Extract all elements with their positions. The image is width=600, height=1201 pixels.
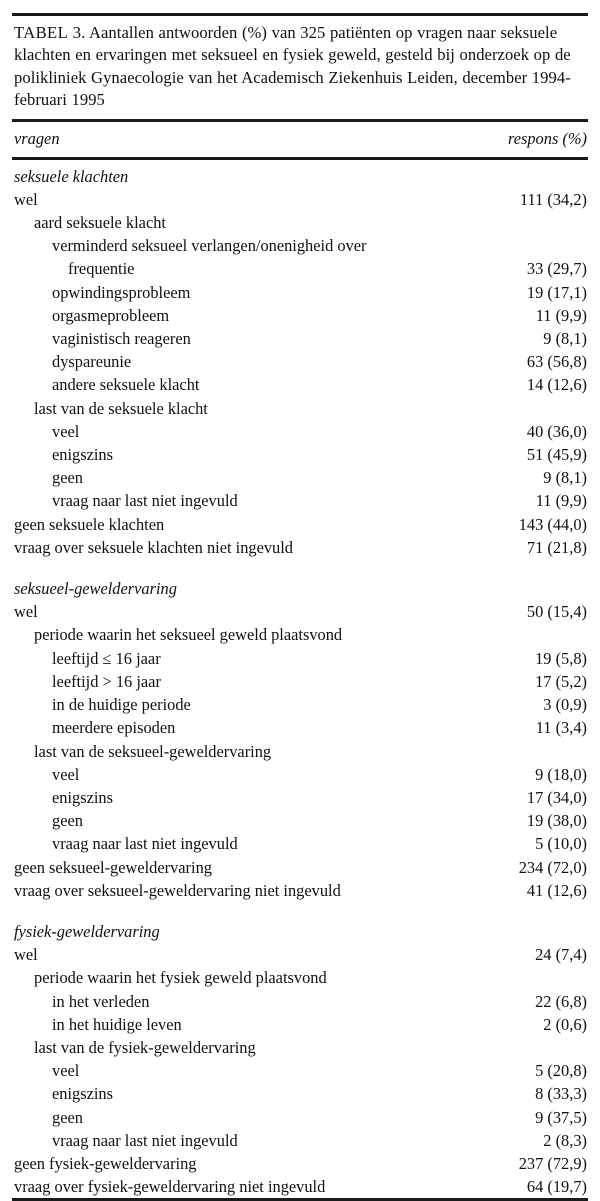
table-row: [12, 879, 588, 902]
table-row: [12, 600, 588, 623]
table-row: [12, 670, 588, 693]
table-row: [12, 350, 588, 373]
table-row: [12, 716, 588, 739]
row-label: verminderd seksueel verlangen/onenigheid over: [52, 236, 367, 256]
row-value: 5 (20,8): [535, 1061, 587, 1081]
table-row: [12, 856, 588, 879]
table-row: [12, 1013, 588, 1036]
row-label: meerdere episoden: [52, 718, 176, 738]
row-label: frequentie: [68, 259, 135, 279]
table-row: [12, 257, 588, 280]
table-row: [12, 740, 588, 763]
table-row: [12, 763, 588, 786]
row-label: wel: [14, 602, 38, 622]
table-top-rule: [12, 13, 588, 16]
row-value: 24 (7,4): [535, 945, 587, 965]
row-value: 9 (8,1): [543, 468, 587, 488]
row-value: 63 (56,8): [526, 352, 587, 372]
row-label: geen: [52, 1107, 83, 1127]
section-label: seksueel-geweldervaring: [14, 579, 177, 599]
table-body: [12, 160, 588, 1199]
row-label: in het huidige leven: [52, 1014, 182, 1034]
row-value: 11 (3,4): [535, 718, 587, 738]
row-label: orgasmeprobleem: [52, 305, 170, 325]
row-label: aard seksuele klacht: [34, 213, 166, 233]
table-section-row: [12, 577, 588, 600]
row-value: 5 (10,0): [535, 834, 587, 854]
row-label: vraag naar last niet ingevuld: [52, 491, 238, 511]
row-label: vaginistisch reageren: [52, 329, 191, 349]
table-section-row: [12, 165, 588, 188]
table-row: [12, 188, 588, 211]
table-row: [12, 1152, 588, 1175]
row-label: periode waarin het seksueel geweld plaatsvond: [34, 625, 343, 645]
row-label: periode waarin het fysiek geweld plaatsvond: [34, 968, 327, 988]
row-label: geen fysiek-geweldervaring: [14, 1153, 197, 1173]
table-row: [12, 211, 588, 234]
row-label: enigszins: [52, 787, 114, 807]
table-row: [12, 1175, 588, 1198]
table-row: [12, 1059, 588, 1082]
table-row: [12, 373, 588, 396]
row-label: leeftijd ≤ 16 jaar: [52, 648, 161, 668]
table-row: [12, 489, 588, 512]
row-value: 11 (9,9): [535, 491, 587, 511]
section-label: seksuele klachten: [14, 166, 129, 186]
row-value: 9 (18,0): [535, 764, 587, 784]
table-section-row: [12, 920, 588, 943]
row-value: 8 (33,3): [535, 1084, 587, 1104]
table-row: [12, 1036, 588, 1059]
row-label: geen seksuele klachten: [14, 514, 165, 534]
row-label: vraag naar last niet ingevuld: [52, 834, 238, 854]
row-label: vraag over seksueel-geweldervaring niet ingevuld: [14, 880, 341, 900]
row-label: andere seksuele klacht: [52, 375, 200, 395]
row-value: 51 (45,9): [526, 445, 587, 465]
table-row: [12, 234, 588, 257]
row-label: last van de seksuele klacht: [34, 398, 208, 418]
table-row: [12, 786, 588, 809]
row-value: 64 (19,7): [526, 1177, 587, 1197]
row-label: veel: [52, 1061, 80, 1081]
row-value: 71 (21,8): [526, 537, 587, 557]
row-value: 14 (12,6): [526, 375, 587, 395]
table-row: [12, 304, 588, 327]
row-value: 50 (15,4): [526, 602, 587, 622]
table-row: [12, 943, 588, 966]
table-row: [12, 623, 588, 646]
row-label: veel: [52, 421, 80, 441]
section-gap: [12, 902, 588, 920]
row-label: geen: [52, 811, 83, 831]
row-label: enigszins: [52, 445, 114, 465]
row-value: 41 (12,6): [526, 880, 587, 900]
table-row: [12, 536, 588, 559]
row-value: 111 (34,2): [519, 189, 587, 209]
table-row: [12, 420, 588, 443]
row-value: 9 (8,1): [543, 329, 587, 349]
row-label: enigszins: [52, 1084, 114, 1104]
row-label: in de huidige periode: [52, 695, 191, 715]
row-value: 40 (36,0): [526, 421, 587, 441]
row-label: geen: [52, 468, 83, 488]
row-value: 9 (37,5): [535, 1107, 587, 1127]
table-row: [12, 466, 588, 489]
row-label: vraag naar last niet ingevuld: [52, 1130, 238, 1150]
row-value: 19 (5,8): [535, 648, 587, 668]
row-value: 2 (0,6): [543, 1014, 587, 1034]
table-row: [12, 990, 588, 1013]
row-label: wel: [14, 945, 38, 965]
column-header-vragen: vragen: [14, 128, 60, 148]
table-row: [12, 513, 588, 536]
table-row: [12, 647, 588, 670]
table-row: [12, 693, 588, 716]
row-value: 19 (38,0): [526, 811, 587, 831]
table-row: [12, 832, 588, 855]
row-value: 22 (6,8): [535, 991, 587, 1011]
row-label: wel: [14, 189, 38, 209]
row-label: vraag over seksuele klachten niet ingevuld: [14, 537, 293, 557]
table-row: [12, 443, 588, 466]
table-column-header: [12, 122, 588, 157]
section-gap: [12, 559, 588, 577]
table-caption-number: 3.: [72, 23, 86, 42]
row-label: opwindingsprobleem: [52, 282, 191, 302]
row-value: 19 (17,1): [526, 282, 587, 302]
row-value: 11 (9,9): [535, 305, 587, 325]
row-value: 2 (8,3): [543, 1130, 587, 1150]
table-row: [12, 281, 588, 304]
table-row: [12, 1106, 588, 1129]
row-label: leeftijd > 16 jaar: [52, 671, 161, 691]
row-value: 17 (34,0): [526, 787, 587, 807]
row-label: in het verleden: [52, 991, 150, 1011]
row-label: last van de fysiek-geweldervaring: [34, 1037, 256, 1057]
table-row: [12, 327, 588, 350]
table-row: [12, 1082, 588, 1105]
section-label: fysiek-geweldervaring: [14, 921, 160, 941]
row-label: geen seksueel-geweldervaring: [14, 857, 212, 877]
table-caption-text: Aantallen antwoorden (%) van 325 patiënten op vragen naar seksuele klachten en ervaringen met seksueel en fysiek geweld, gesteld bij onderzoek op de polikliniek Gynaecologie van het Academisch Ziekenhuis Leiden, december 1994-februari 1995: [14, 23, 571, 110]
table-figure: [0, 13, 600, 1197]
row-value: 234 (72,0): [518, 857, 587, 877]
row-label: vraag over fysiek-geweldervaring niet ingevuld: [14, 1177, 326, 1197]
column-header-respons: respons (%): [507, 128, 587, 148]
row-label: dyspareunie: [52, 352, 132, 372]
row-label: last van de seksueel-geweldervaring: [34, 741, 272, 761]
table-row: [12, 966, 588, 989]
row-value: 33 (29,7): [526, 259, 587, 279]
row-value: 17 (5,2): [535, 671, 587, 691]
table-row: [12, 1129, 588, 1152]
table-row: [12, 809, 588, 832]
row-value: 143 (44,0): [518, 514, 587, 534]
row-value: 237 (72,9): [518, 1153, 587, 1173]
row-value: 3 (0,9): [543, 695, 587, 715]
row-label: veel: [52, 764, 80, 784]
table-row: [12, 397, 588, 420]
table-caption-label: TABEL: [14, 23, 69, 42]
table-caption: [14, 22, 576, 112]
